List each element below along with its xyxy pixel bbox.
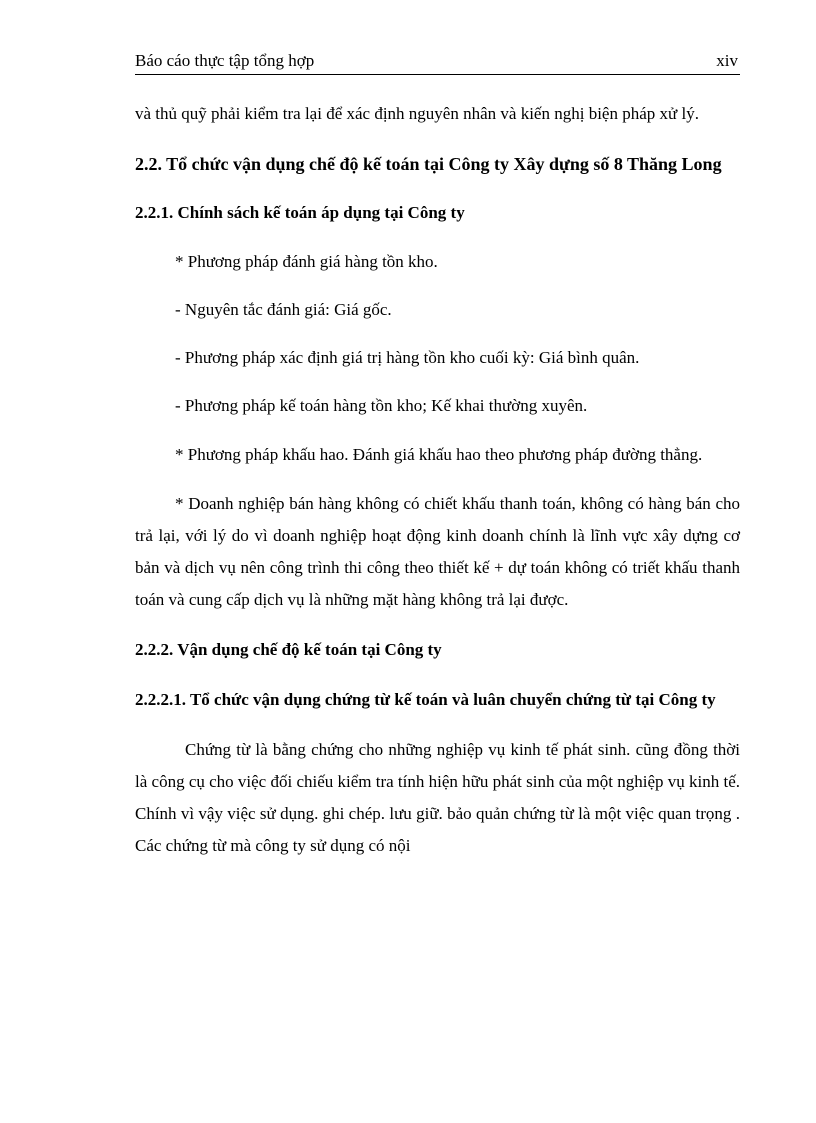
list-item-inventory-method: * Phương pháp đánh giá hàng tồn kho. [175, 252, 438, 271]
list-item-inventory-accounting: - Phương pháp kế toán hàng tồn kho; Kế khai thường xuyên. [175, 396, 588, 415]
report-title: Báo cáo thực tập tổng hợp [135, 51, 315, 70]
page-number: xiv [716, 51, 738, 70]
heading-2-2: 2.2. Tổ chức vận dụng chế độ kế toán tại Công ty Xây dựng số 8 Thăng Long [135, 154, 722, 174]
heading-2-2-2-1: 2.2.2.1. Tổ chức vận dụng chứng từ kế toán và luân chuyển chứng từ tại Công ty [135, 690, 716, 709]
heading-2-2-2: 2.2.2. Vận dụng chế độ kế toán tại Công ty [135, 640, 442, 659]
paragraph-vouchers: Chứng từ là bằng chứng cho những nghiệp vụ kinh tế phát sinh. cũng đồng thời là công cụ cho việc đối chiếu kiểm tra tính hiện hữu phát sinh của một nghiệp vụ kinh tế. Chính vì vậy việc sử dụng. ghi chép. lưu giữ. bảo quản chứng từ là một việc quan trọng . Các chứng từ mà công ty sử dụng có nội [135, 740, 741, 855]
paragraph-sales-discount: * Doanh nghiệp bán hàng không có chiết khấu thanh toán, không có hàng bán cho trả lại, với lý do vì doanh nghiệp hoạt động kinh doanh chính là lĩnh vực xây dựng cơ bản và dịch vụ nên công trình thi công theo thiết kế + dự toán không có triết khấu thanh toán và cung cấp dịch vụ là những mặt hàng không trả lại được. [135, 494, 740, 609]
list-item-ending-inventory: - Phương pháp xác định giá trị hàng tồn kho cuối kỳ: Giá bình quân. [175, 348, 640, 367]
heading-2-2-1: 2.2.1. Chính sách kế toán áp dụng tại Công ty [135, 203, 465, 222]
list-item-valuation-principle: - Nguyên tắc đánh giá: Giá gốc. [175, 300, 392, 319]
paragraph-depreciation: * Phương pháp khấu hao. Đánh giá khấu hao theo phương pháp đường thẳng. [175, 445, 703, 464]
paragraph-continuation: và thủ quỹ phải kiểm tra lại để xác định nguyên nhân và kiến nghị biện pháp xử lý. [135, 104, 699, 123]
page-header [135, 50, 740, 75]
page-body [135, 98, 740, 862]
